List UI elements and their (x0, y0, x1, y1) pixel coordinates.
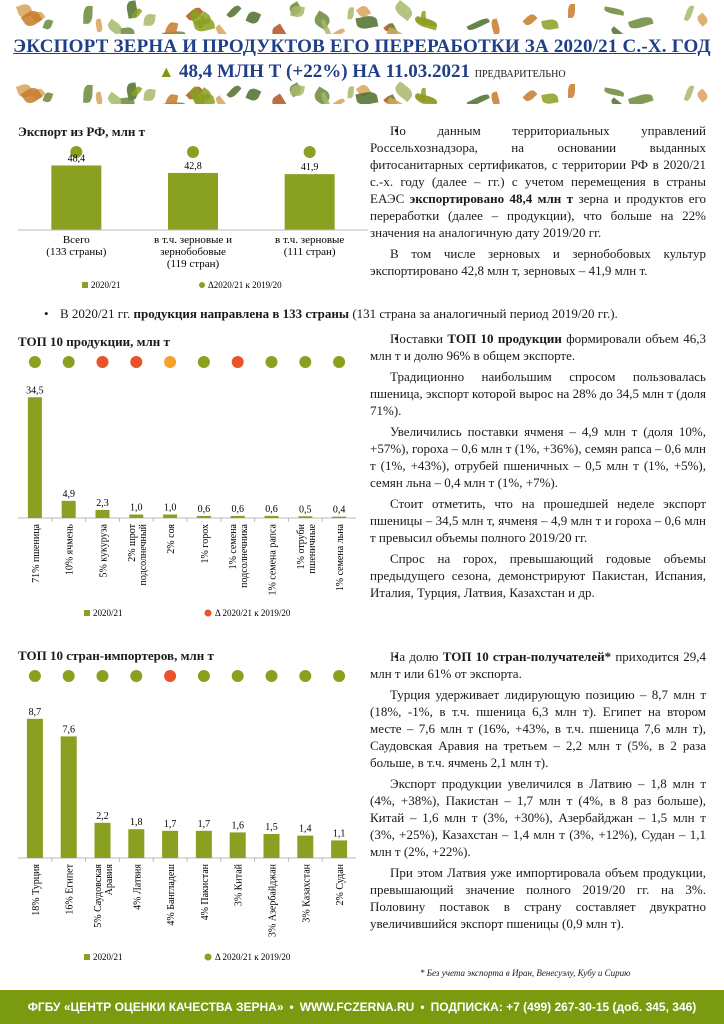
top10-importers-chart (18, 664, 363, 964)
category-label: 18% Турция (30, 864, 42, 916)
leaf-decoration (541, 18, 558, 31)
delta-dot (187, 146, 199, 158)
leaf-decoration (384, 26, 410, 34)
value-label: 0,6 (197, 503, 211, 515)
leaf-decoration (393, 82, 415, 102)
leaf-decoration (522, 12, 537, 27)
text2-paragraph-1: • Поставки ТОП 10 продукции формировали объем 46,3 млн т и долю 96% в общем экспорте. (370, 330, 706, 364)
leaf-decoration (604, 88, 625, 98)
leaf-decoration (348, 6, 354, 19)
bar (96, 510, 110, 518)
value-label: 7,6 (62, 724, 75, 736)
up-triangle-icon: ▲ (158, 64, 175, 81)
legend-bar-swatch (84, 610, 90, 616)
leaf-decoration (696, 88, 710, 102)
bar (27, 719, 43, 858)
value-label: 34,5 (26, 385, 44, 397)
leaf-decoration (610, 26, 631, 34)
delta-dot (164, 356, 176, 368)
delta-dot (232, 356, 244, 368)
category-label: в т.ч. зерновые и (154, 234, 232, 246)
bar (231, 516, 245, 518)
value-label: 48,4 (67, 153, 86, 165)
text1-paragraph-1: • По данным территориальных управлений Россельхознадзора, на основании выданных фитосанитарных сертификатов, с территории РФ в 2020/21 с.-х. году (далее – гг.) с учетом перемещения в страны ЕАЭС экспортировано 48,4 млн т зерна и продуктов его переработки (далее – продукции), что больше на 22% значения на аналогичную дату 2019/20 гг. (370, 122, 706, 241)
leaf-decoration (290, 5, 305, 19)
legend-dot-label: Δ 2020/21 к 2019/20 (215, 952, 291, 962)
text-block-3 (370, 648, 706, 936)
value-label: 1,6 (231, 820, 244, 832)
bar (128, 829, 144, 858)
leaf-decoration (467, 17, 490, 32)
leaf-decoration (628, 15, 653, 31)
category-label: подсолнечный (137, 524, 149, 586)
category-label: Аравия (104, 864, 115, 896)
category-label: 3% Казахстан (301, 864, 313, 923)
category-label: 16% Египет (64, 864, 76, 915)
countries-summary: • В 2020/21 гг. продукция направлена в 133 страны (131 страна за аналогичный период 2019/20 гг.). (40, 306, 710, 322)
leaf-decoration (393, 0, 415, 21)
footer-site-link[interactable]: WWW.FCZERNA.RU (299, 1000, 415, 1014)
leaf-decoration (568, 4, 575, 18)
bar (264, 834, 280, 858)
value-label: 1,8 (130, 817, 143, 829)
headline (0, 61, 724, 83)
leaf-decoration (604, 6, 625, 16)
legend-dot-label: Δ 2020/21 к 2019/20 (215, 608, 291, 618)
legend-bar-swatch (84, 954, 90, 960)
text1-paragraph-2: В том числе зерновых и зернобобовых культур экспортировано 42,8 млн т, зерновых – 41,9 млн т. (370, 246, 706, 278)
delta-dot (299, 670, 311, 682)
value-label: 1,7 (163, 818, 177, 830)
bar (285, 174, 335, 230)
leaf-decoration (42, 18, 53, 30)
category-label: 5% кукуруза (98, 524, 110, 578)
delta-dot (266, 670, 278, 682)
legend-bar-label: 2020/21 (91, 280, 121, 290)
chart1-title: Экспорт из РФ, млн т (18, 124, 146, 139)
category-label: подсолнечника (239, 524, 251, 588)
category-label: в т.ч. зерновые (275, 234, 345, 246)
export-chart (18, 140, 368, 300)
leaf-decoration (245, 9, 261, 25)
delta-dot (97, 356, 109, 368)
value-label: 0,6 (231, 503, 244, 515)
leaf-decoration (541, 92, 558, 104)
text2-paragraph-5: Спрос на горох, превышающий годовые объемы предыдущего сезона, демонстрируют Пакистан, Испания, Италия, Турция, Латвия, Казахстан и др. (370, 551, 706, 600)
bar (197, 516, 211, 518)
value-label: 4,9 (62, 488, 75, 500)
footer-org: ФГБУ «ЦЕНТР ОЦЕНКИ КАЧЕСТВА ЗЕРНА» (27, 1000, 284, 1014)
delta-dot (232, 670, 244, 682)
leaf-decoration (610, 97, 631, 104)
footnote: * Без учета экспорта в Иран, Венесуэлу, Кубу и Сирию (420, 968, 631, 978)
text3-paragraph-4: При этом Латвия уже импортировала объем продукции, превышающий значение полного 2019/20 гг. на 3%. Половину поставок в страну составляет двукратно увеличившийся экспорт пшеницы (0,9 млн т). (370, 865, 706, 931)
delta-dot (198, 670, 210, 682)
delta-dot (198, 356, 210, 368)
leaf-decoration (226, 84, 242, 100)
legend-dot-swatch (199, 282, 205, 288)
legend-bar-swatch (82, 282, 88, 288)
legend-bar-label: 2020/21 (93, 608, 123, 618)
leaf-decoration (83, 85, 93, 103)
text2-paragraph-2: Традиционно наибольшим спросом пользовалась пшеница, экспорт которой вырос на 28% до 34,5 млн т (доля 71%). (370, 369, 706, 418)
leaf-decoration (163, 93, 179, 104)
leaf-decoration (490, 92, 501, 104)
leaf-decoration (330, 27, 346, 34)
value-label: 2,3 (96, 497, 109, 509)
delta-dot (333, 356, 345, 368)
footer-bar (0, 990, 724, 1024)
delta-dot (266, 356, 278, 368)
bar (297, 836, 313, 858)
leaf-decoration (414, 92, 438, 104)
category-label: 1% горох (199, 524, 211, 564)
leaf-decoration (83, 6, 93, 24)
leaf-decoration (568, 84, 575, 98)
leaf-decoration (120, 26, 135, 34)
page-header (0, 36, 724, 83)
delta-dot (29, 670, 41, 682)
value-label: 42,8 (184, 160, 202, 172)
leaf-decoration (684, 4, 695, 21)
bar (265, 516, 279, 518)
bar (332, 517, 346, 518)
delta-dot (299, 356, 311, 368)
text3-paragraph-1: • На долю ТОП 10 стран-получателей* приходится 29,4 млн т или 61% от экспорта. (370, 648, 706, 682)
legend-dot-swatch (205, 610, 212, 617)
value-label: 1,4 (299, 823, 312, 835)
bar (95, 823, 111, 858)
leaf-decoration (95, 18, 104, 32)
leaf-decoration (163, 21, 179, 34)
bar (196, 831, 212, 858)
legend-dot-label: Δ2020/21 к 2019/20 (208, 280, 282, 290)
value-label: 1,0 (130, 502, 143, 514)
delta-dot (130, 670, 142, 682)
bar (230, 832, 246, 858)
category-label: 2% шрот (126, 524, 138, 562)
category-label: 71% пшеница (30, 524, 42, 583)
category-label: 4% Латвия (132, 864, 144, 910)
delta-dot (63, 670, 75, 682)
value-label: 41,9 (300, 162, 319, 174)
leaf-decoration (490, 19, 501, 34)
leaf-decoration (95, 92, 104, 104)
delta-dot (130, 356, 142, 368)
delta-dot (304, 146, 316, 158)
text3-paragraph-2: Турция удерживает лидирующую позицию – 8,7 млн т (18%, -1%, в т.ч. пшеница 6,3 млн т). Египет на втором месте – 7,6 млн т (16%, +43%, в т.ч. пшеница 7,6 млн т), Саудовская Аравия на третьем – 2,2 млн т (5%, в 2 раза больше, в т.ч. ячмень 2,1 млн т). (370, 687, 706, 770)
leaf-decoration (628, 92, 653, 104)
bar (61, 736, 77, 858)
value-label: 0,6 (265, 503, 278, 515)
bar (51, 165, 101, 230)
top10-products-chart (18, 350, 363, 626)
category-label: 2% соя (166, 524, 178, 554)
category-label: зернобобовые (160, 246, 226, 258)
page-title: ЭКСПОРТ ЗЕРНА И ПРОДУКТОВ ЕГО ПЕРЕРАБОТКИ ЗА 2020/21 С.-Х. ГОД (13, 36, 711, 57)
value-label: 1,1 (332, 828, 346, 840)
value-label: 1,5 (265, 822, 278, 833)
text2-paragraph-3: Увеличились поставки ячменя – 4,9 млн т (доля 10%, +57%), гороха – 0,6 млн т (1%, +36%), семян рапса – 0,6 млн т (1%, +43%), отрубей пшеничных – 0,5 млн т (1%, +5%), семян льна – 0,4 млн т (1%, +7%). (370, 424, 706, 490)
headline-value: 48,4 МЛН Т (+22%) НА 11.03.2021 (179, 61, 470, 82)
legend-bar-label: 2020/21 (93, 952, 123, 962)
delta-dot (97, 670, 109, 682)
leaf-decoration (696, 13, 710, 27)
category-label: 1% семена льна (335, 524, 347, 592)
leaf-decoration (143, 89, 156, 103)
leaf-decoration (214, 24, 232, 34)
value-label: 0,5 (299, 504, 312, 516)
bar (168, 173, 218, 230)
delta-dot (333, 670, 345, 682)
delta-dot (29, 356, 41, 368)
footer-sep: • (420, 1000, 425, 1014)
leaf-decoration (269, 94, 292, 104)
text-block-1 (370, 122, 706, 283)
preliminary-note: ПРЕДВАРИТЕЛЬНО (474, 69, 566, 80)
category-label: (119 стран) (166, 258, 220, 270)
text-block-2 (370, 330, 706, 605)
text3-paragraph-3: Экспорт продукции увеличился в Латвию – 1,8 млн т (4%, +38%), Пакистан – 1,7 млн т (4%, в 8 раз больше), Китай – 1,6 млн т (3%, +30%), Азербайджан – 1,5 млн т (3%, +25%), Казахстан – 1,4 млн т (3%, +12%), Судан – 1,1 млн т (2%, +22%). (370, 776, 706, 859)
value-label: 8,7 (28, 706, 42, 718)
leaf-decoration (226, 4, 242, 20)
category-label: 3% Китай (233, 864, 245, 907)
category-label: 4% Пакистан (199, 864, 211, 921)
delta-dot (63, 356, 75, 368)
header-leaf-border (0, 82, 724, 104)
category-label: 4% Бангладеш (166, 864, 178, 926)
bar (28, 397, 42, 518)
text2-paragraph-4: Стоит отметить, что на прошедшей неделе экспорт пшеницы – 34,5 млн т, ячменя – 4,9 млн т и гороха – 0,6 млн т превысил объемы полного 2019/20 гг. (370, 496, 706, 545)
category-label: 3% Азербайджан (267, 864, 279, 938)
leaf-decoration (522, 88, 537, 103)
category-label: пшеничные (306, 524, 318, 574)
value-label: 2,2 (96, 810, 109, 822)
bar (298, 516, 312, 518)
value-label: 1,0 (163, 502, 177, 514)
category-label: (133 страны) (46, 246, 107, 258)
value-label: 1,7 (197, 818, 211, 830)
leaf-decoration (269, 23, 292, 34)
category-label: (111 стран) (283, 246, 336, 258)
bar (331, 840, 347, 858)
category-label: 2% Судан (335, 864, 347, 906)
leaf-decoration (245, 86, 261, 102)
category-label: 10% ячмень (64, 524, 76, 576)
leaf-decoration (143, 13, 156, 27)
leaf-decoration (467, 93, 490, 104)
leaf-decoration (414, 16, 438, 31)
footer-subscribe: ПОДПИСКА: +7 (499) 267-30-15 (доб. 345, 346) (430, 1000, 697, 1014)
leaf-decoration (348, 85, 354, 98)
leaf-decoration (355, 14, 378, 30)
footer-sep: • (289, 1000, 294, 1014)
category-label: 1% семена (228, 524, 240, 570)
chart3-title: ТОП 10 стран-импортеров, млн т (18, 648, 214, 663)
bar (163, 515, 177, 519)
delta-dot (164, 670, 176, 682)
bar (162, 831, 178, 858)
category-label: Всего (62, 234, 90, 246)
category-label: 1% отруби (295, 524, 307, 570)
chart2-title: ТОП 10 продукции, млн т (18, 334, 170, 349)
top-leaf-border (0, 0, 724, 34)
legend-dot-swatch (205, 954, 212, 961)
bar (62, 501, 76, 518)
value-label: 0,4 (332, 504, 346, 516)
category-label: 1% семена рапса (267, 524, 279, 596)
category-label: 5% Саудовская (93, 864, 104, 928)
leaf-decoration (684, 84, 695, 101)
leaf-decoration (330, 97, 346, 104)
bar (129, 515, 143, 519)
